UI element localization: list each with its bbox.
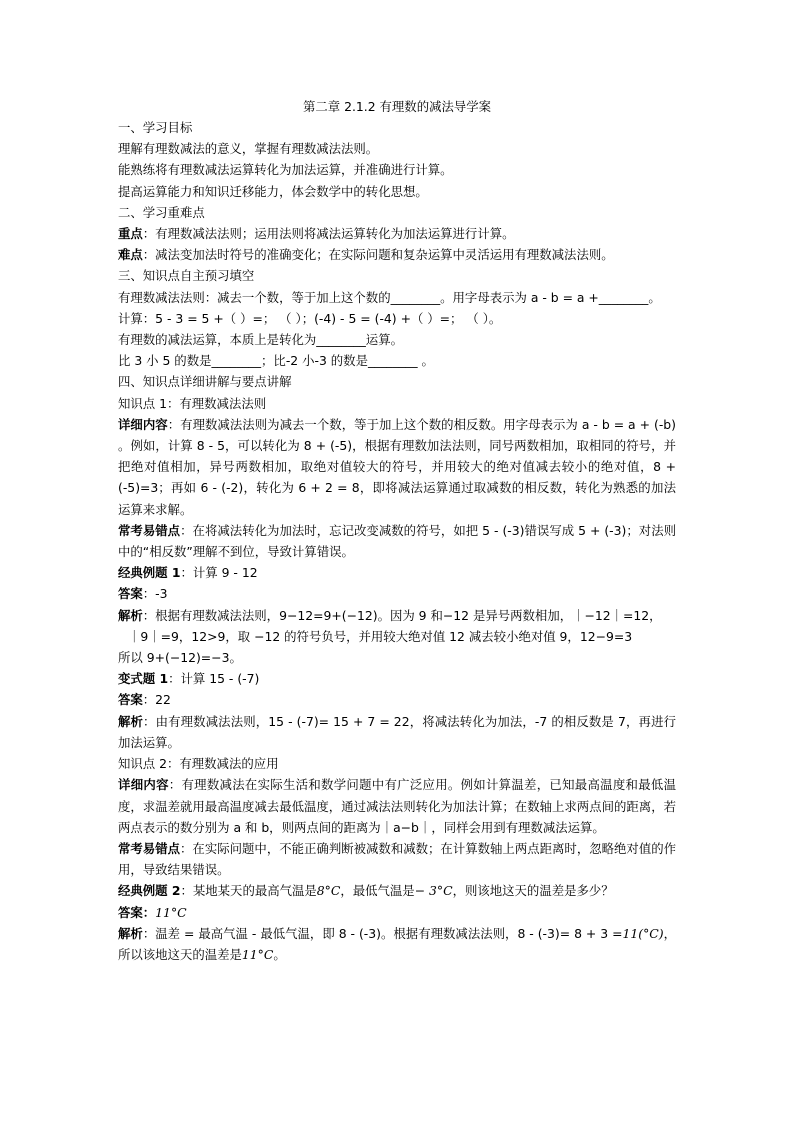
kp2-analysis-label: 解析 xyxy=(118,925,143,941)
kp1-variant-text: ：计算 15 - (-7) xyxy=(168,671,260,687)
section-4-heading: 四、知识点详细讲解与要点讲解 xyxy=(118,374,292,390)
kp2-example xyxy=(118,880,676,901)
kp2-mistake-text: ：在实际问题中，不能正确判断被减数和减数；在计算数轴上两点距离时，忽略绝对值的作用，导致结果错误。 xyxy=(118,840,677,878)
kp2-example-value-2: − 3°C xyxy=(414,883,453,899)
kp1-answer-label: 答案 xyxy=(118,586,143,602)
kp2-example-value-1: 8°C xyxy=(316,883,341,899)
kp1-example-text: ：计算 9 - 12 xyxy=(180,565,258,581)
kp2-detail-text: ：有理数减法在实际生活和数学问题中有广泛应用。例如计算温差，已知最高温度和最低温度，求温差就用最高温度减去最低温度，通过减法法则转化为加法计算；在数轴上求两点间的距离，若两点表示的数分别为 a 和 b，则两点间的距离为｜a−b｜，同样会用到有理数减法运算。 xyxy=(118,777,677,835)
kp1-variant-answer-text: ：22 xyxy=(142,692,171,708)
fill-blank-3: 有理数的减法运算，本质上是转化为________运算。 xyxy=(118,332,403,348)
difficult-point-label: 难点 xyxy=(118,247,143,263)
kp1-mistake-text: ：在将减法转化为加法时，忘记改变减数的符号，如把 5 - (-3)错误写成 5 + (-3)；对法则中的“相反数”理解不到位，导致计算错误。 xyxy=(118,522,677,560)
fill-blank-2: 计算：5 - 3 = 5 +（ ）=； （ ）；(-4) - 5 = (-4) +（ ）=； （ ）。 xyxy=(118,310,502,326)
kp2-mistake-label: 常考易错点 xyxy=(118,840,181,856)
fill-blank-1: 有理数减法法则：减去一个数，等于加上这个数的________。用字母表示为 a - b = a +________。 xyxy=(118,289,661,305)
kp1-heading: 知识点 1：有理数减法法则 xyxy=(118,395,267,411)
objective-item: 理解有理数减法的意义，掌握有理数减法法则。 xyxy=(118,141,379,157)
key-point-label: 重点 xyxy=(118,226,143,242)
kp2-example-label: 经典例题 2 xyxy=(118,883,181,899)
kp2-analysis-text-c: 。 xyxy=(273,946,286,962)
kp1-example-label: 经典例题 1 xyxy=(118,565,181,581)
kp2-answer xyxy=(118,902,676,923)
kp2-example-text-c: ，则该地这天的温差是多少？ xyxy=(452,883,614,899)
section-2-heading: 二、学习重难点 xyxy=(118,204,205,220)
difficult-point xyxy=(118,244,676,265)
page-title: 第二章 2.1.2 有理数的减法导学案 xyxy=(302,99,492,114)
kp1-variant xyxy=(118,668,676,689)
kp1-detail-text: ：有理数减法法则为减去一个数，等于加上这个数的相反数。用字母表示为 a - b = a + (-b) 。例如，计算 8 - 5，可以转化为 8 + (-5)，根据有理数加法法则，同号两数相加，取相同的符号，并把绝对值相加，异号两数相加，取绝对值较大的符号，并用较大的绝对值减去较小的绝对值，8 + (-5)=3；再如 6 - (-2)，转化为 6 + 2 = 8，即将减法运算通过取减数的相反数，转化为熟悉的加法运算来求解。 xyxy=(118,416,676,517)
kp1-variant-label: 变式题 1 xyxy=(118,671,169,687)
difficult-point-text: ：减法变加法时符号的准确变化；在实际问题和复杂运算中灵活运用有理数减法法则。 xyxy=(142,247,614,263)
kp2-answer-sep: ： xyxy=(142,904,156,920)
kp2-heading: 知识点 2：有理数减法的应用 xyxy=(118,756,279,772)
kp2-answer-value: 11°C xyxy=(155,904,187,920)
kp2-detail xyxy=(118,774,676,838)
kp1-mistake-label: 常考易错点 xyxy=(118,522,181,538)
kp1-variant-answer xyxy=(118,689,676,710)
kp1-variant-answer-label: 答案 xyxy=(118,692,143,708)
objective-item: 提高运算能力和知识迁移能力，体会数学中的转化思想。 xyxy=(118,183,428,199)
kp2-analysis-text-a: ：温差 = 最高气温 - 最低气温，即 8 - (-3)。根据有理数减法法则，8 - (-3)= 8 + 3 = xyxy=(142,925,623,941)
kp1-answer xyxy=(118,583,676,604)
kp1-analysis xyxy=(118,605,676,626)
key-point-text: ：有理数减法法则；运用法则将减法运算转化为加法运算进行计算。 xyxy=(142,226,515,242)
kp1-mistake xyxy=(118,520,676,562)
kp1-detail-label: 详细内容 xyxy=(118,416,168,432)
section-3-heading: 三、知识点自主预习填空 xyxy=(118,268,255,284)
kp2-detail-label: 详细内容 xyxy=(118,777,169,793)
kp1-analysis-text: ：根据有理数减法法则，9−12=9+(−12)。因为 9 和−12 是异号两数相加，｜−12｜=12， xyxy=(142,607,662,623)
fill-blank-4: 比 3 小 5 的数是________；比-2 小-3 的数是________ 。 xyxy=(118,353,434,369)
kp2-example-text-a: ：某地某天的最高气温是 xyxy=(180,883,317,899)
kp1-example xyxy=(118,562,676,583)
kp1-analysis-line3: 所以 9+(−12)=−3。 xyxy=(118,650,242,666)
kp2-analysis-text-b: ，所以该地这天的温差是 xyxy=(118,925,676,962)
section-1-heading: 一、学习目标 xyxy=(118,120,193,135)
kp2-answer-label: 答案 xyxy=(118,904,143,920)
kp2-analysis-value-2: 11°C xyxy=(241,946,274,962)
kp1-detail xyxy=(118,414,676,520)
document-page xyxy=(118,96,676,965)
kp1-variant-analysis xyxy=(118,711,676,753)
kp2-analysis xyxy=(118,923,676,965)
key-point xyxy=(118,223,676,244)
kp1-analysis-label: 解析 xyxy=(118,607,143,623)
kp1-analysis-line2: ｜9｜=9，12>9，取 −12 的符号负号，并用较大绝对值 12 减去较小绝对值 9，12−9=3 xyxy=(128,628,633,644)
kp2-mistake xyxy=(118,838,676,880)
kp1-variant-analysis-text: ：由有理数减法法则，15 - (-7)= 15 + 7 = 22，将减法转化为加法，-7 的相反数是 7，再进行加法运算。 xyxy=(118,713,676,750)
kp1-variant-analysis-label: 解析 xyxy=(118,713,144,729)
kp2-example-text-b: ，最低气温是 xyxy=(340,883,415,899)
kp2-analysis-value: 11(°C) xyxy=(622,925,664,941)
kp1-answer-text: ：-3 xyxy=(142,586,168,602)
objective-item: 能熟练将有理数减法运算转化为加法运算，并准确进行计算。 xyxy=(118,162,453,178)
